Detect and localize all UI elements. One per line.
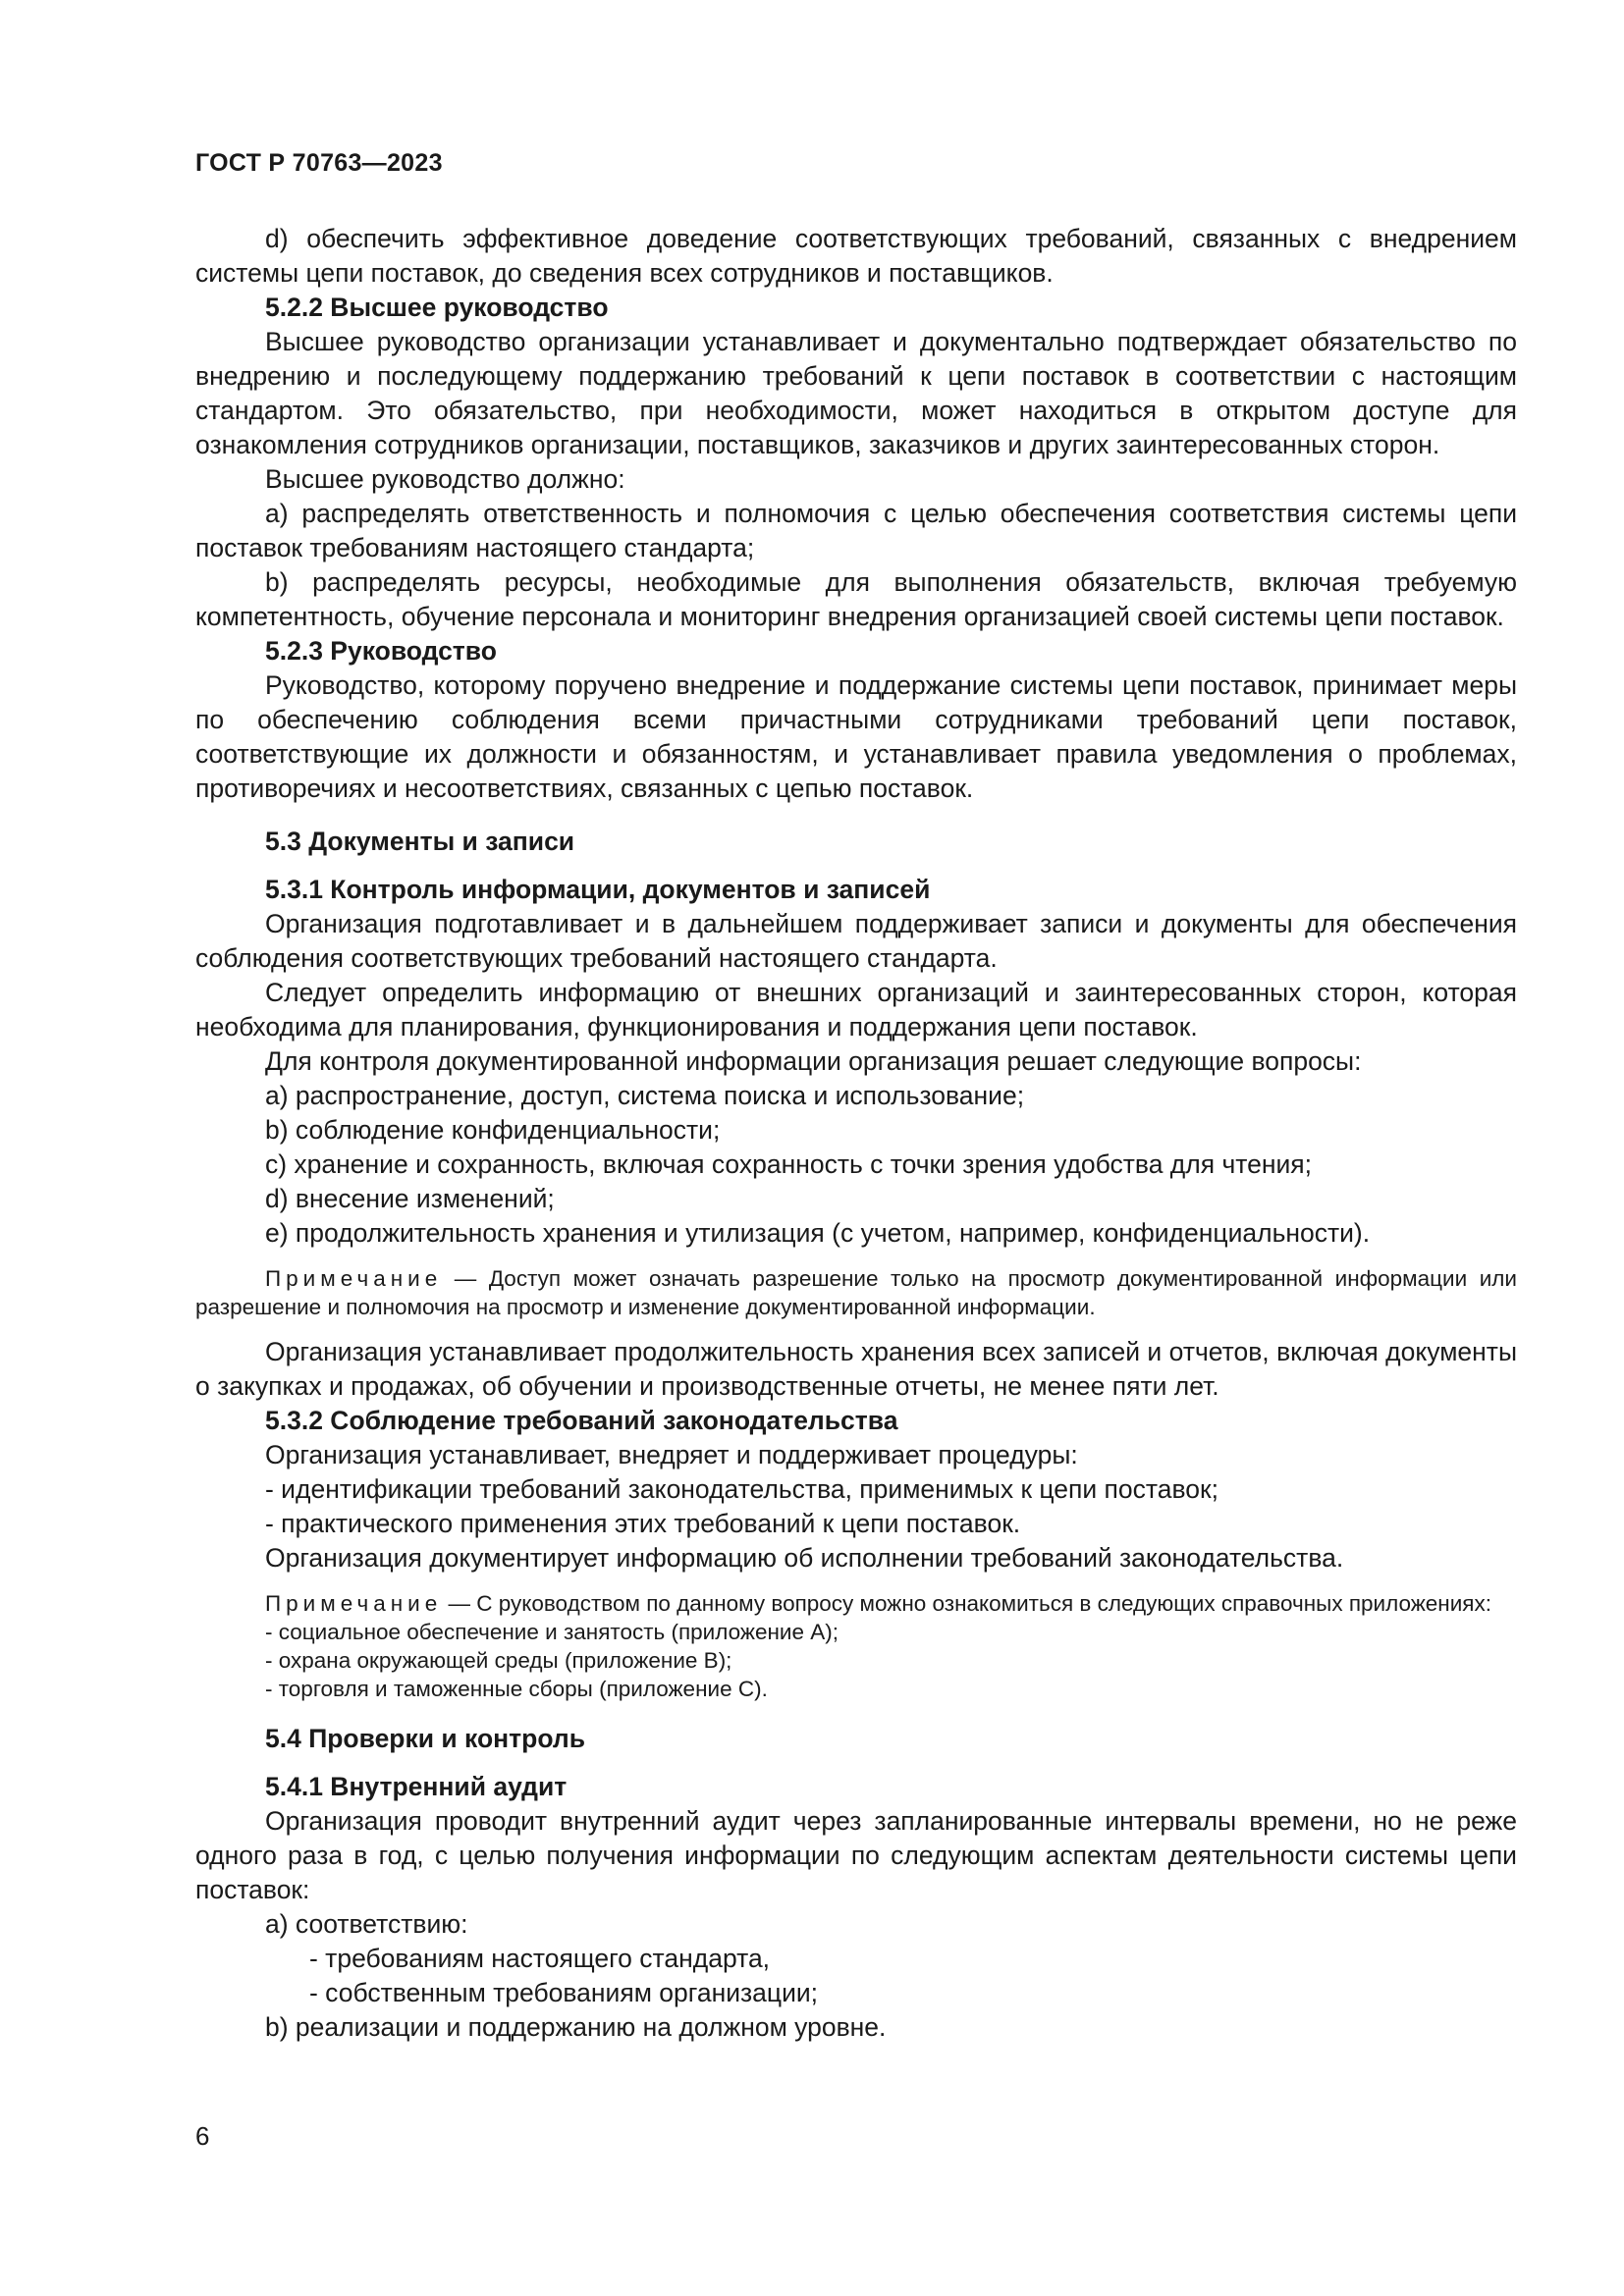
- paragraph: Организация документирует информацию об исполнении требований законодательства.: [265, 1543, 1344, 1573]
- list-item: - практического применения этих требований к цепи поставок.: [265, 1509, 1021, 1538]
- paragraph: Организация устанавливает, внедряет и поддерживает процедуры:: [265, 1440, 1078, 1469]
- section-heading-5-3-1: 5.3.1 Контроль информации, документов и записей: [265, 875, 931, 904]
- note-1: [195, 1264, 1517, 1321]
- list-item: e) продолжительность хранения и утилизация (с учетом, например, конфиденциальности).: [265, 1218, 1371, 1248]
- note-label: Примечание: [265, 1266, 443, 1291]
- note-2: [195, 1589, 1517, 1703]
- list-item: b) соблюдение конфиденциальности;: [265, 1115, 721, 1145]
- note-list-item: - торговля и таможенные сборы (приложение С).: [265, 1677, 768, 1701]
- section-heading-5-4-1: 5.4.1 Внутренний аудит: [265, 1772, 568, 1801]
- page-number: 6: [195, 2121, 210, 2151]
- list-subitem: - требованиям настоящего стандарта,: [309, 1944, 771, 1973]
- paragraph: d) обеспечить эффективное доведение соответствующих требований, связанных с внедрением системы цепи поставок, до сведения всех сотрудников и поставщиков.: [195, 224, 1517, 288]
- list-item: c) хранение и сохранность, включая сохранность с точки зрения удобства для чтения;: [265, 1149, 1312, 1179]
- list-subitem: - собственным требованиям организации;: [309, 1978, 819, 2007]
- list-item: d) внесение изменений;: [265, 1184, 555, 1213]
- note-label: Примечание: [265, 1591, 443, 1616]
- paragraph: Организация устанавливает продолжительность хранения всех записей и отчетов, включая документы о закупках и продажах, об обучении и производственные отчеты, не менее пяти лет.: [195, 1337, 1517, 1401]
- list-item: a) распределять ответственность и полномочия с целью обеспечения соответствия системы цепи поставок требованиям настоящего стандарта;: [195, 499, 1517, 562]
- note-text: — С руководством по данному вопросу можно ознакомиться в следующих справочных приложениях:: [442, 1591, 1491, 1616]
- paragraph: Организация подготавливает и в дальнейшем поддерживает записи и документы для обеспечения соблюдения соответствующих требований настоящего стандарта.: [195, 909, 1517, 973]
- note-text: — Доступ может означать разрешение только на просмотр документированной информации или разрешение и полномочия на просмотр и изменение документированной информации.: [195, 1266, 1517, 1319]
- section-heading-5-3-2: 5.3.2 Соблюдение требований законодательства: [265, 1406, 898, 1435]
- section-heading-5-2-2: 5.2.2 Высшее руководство: [265, 293, 609, 322]
- section-heading-5-2-3: 5.2.3 Руководство: [265, 636, 497, 666]
- list-item: - идентификации требований законодательства, применимых к цепи поставок;: [265, 1474, 1218, 1504]
- paragraph: Высшее руководство должно:: [265, 464, 625, 494]
- paragraph: Руководство, которому поручено внедрение и поддержание системы цепи поставок, принимает меры по обеспечению соблюдения всеми причастными сотрудниками требований цепи поставок, соответствующие их должности и обязанностям, и устанавливает правила уведомления о проблемах, противоречиях и несоответствиях, связанных с цепью поставок.: [195, 670, 1517, 803]
- document-body: [195, 222, 1517, 2045]
- paragraph: Для контроля документированной информации организация решает следующие вопросы:: [265, 1046, 1362, 1076]
- list-item: b) реализации и поддержанию на должном уровне.: [265, 2012, 887, 2042]
- note-list-item: - охрана окружающей среды (приложение В);: [265, 1648, 732, 1673]
- list-item: b) распределять ресурсы, необходимые для выполнения обязательств, включая требуемую компетентность, обучение персонала и мониторинг внедрения организацией своей системы цепи поставок.: [195, 567, 1517, 631]
- note-list-item: - социальное обеспечение и занятость (приложение А);: [265, 1620, 839, 1644]
- section-heading-5-4: 5.4 Проверки и контроль: [265, 1724, 585, 1753]
- paragraph: Организация проводит внутренний аудит через запланированные интервалы времени, но не реже одного раза в год, с целью получения информации по следующим аспектам деятельности системы цепи поставок:: [195, 1806, 1517, 1904]
- list-item: a) соответствию:: [265, 1909, 468, 1939]
- paragraph: Высшее руководство организации устанавливает и документально подтверждает обязательство по внедрению и последующему поддержанию требований к цепи поставок в соответствии с настоящим стандартом. Это обязательство, при необходимости, может находиться в открытом доступе для ознакомления сотрудников организации, поставщиков, заказчиков и других заинтересованных сторон.: [195, 327, 1517, 459]
- paragraph: Следует определить информацию от внешних организаций и заинтересованных сторон, которая необходима для планирования, функционирования и поддержания цепи поставок.: [195, 978, 1517, 1041]
- section-heading-5-3: 5.3 Документы и записи: [265, 827, 575, 856]
- document-header: ГОСТ Р 70763—2023: [195, 149, 443, 177]
- list-item: a) распространение, доступ, система поиска и использование;: [265, 1081, 1025, 1110]
